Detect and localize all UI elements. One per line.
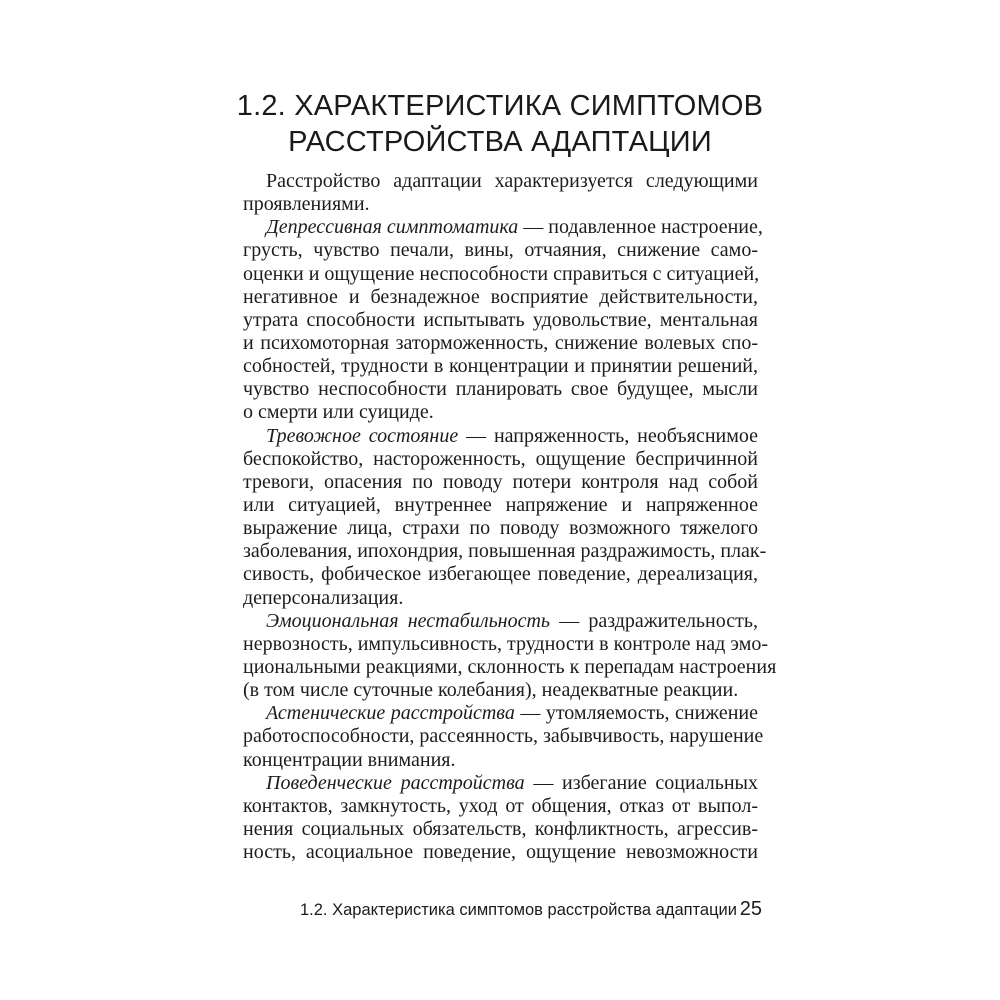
text-line: сивость, фобическое избегающее поведение, дереализация, [243,563,758,586]
text-line: негативное и безнадежное восприятие действительности, [243,285,758,308]
term-anxiety: Тревожное состояние [266,424,459,447]
paragraph-anxiety [243,424,767,610]
page-footer [300,898,762,921]
text-line: тревоги, опасения по поводу потери контроля над собой [243,470,758,493]
text-line: циональными реакциями, склонность к перепадам настроения [243,655,777,678]
text-line: проявлениями. [243,193,370,216]
running-title: 1.2. Характеристика симптомов расстройства адаптации [300,901,737,919]
text-line: выражение лица, страхи по поводу возможного тяжелого [243,517,758,540]
text-line: утрата способности испытывать удовольствие, ментальная [243,308,758,331]
paragraph-emotional-instability [243,609,777,703]
term-definition-start: — утомляемость, снижение [514,702,758,725]
term-definition-start: — раздражительность, [550,609,758,632]
text-line: Расстройство адаптации характеризуется следующими [266,170,758,192]
term-emotional-instability: Эмоциональная нестабильность [266,609,551,632]
term-depressive-symptoms: Депрессивная симптоматика [266,216,519,239]
term-definition-start: — подавленное настроение, [518,216,763,239]
text-line: нения социальных обязательств, конфликтность, агрессив- [243,817,758,840]
text-line: нервозность, импульсивность, трудности в контроле над эмо- [243,632,769,655]
paragraph-depressive-symptoms [243,216,763,424]
section-heading [200,88,800,160]
text-line: и психомоторная заторможенность, снижение волевых спо- [243,331,758,354]
text-line [243,216,763,239]
text-line: заболевания, ипохондрия, повышенная раздражимость, плак- [243,540,767,563]
text-line: оценки и ощущение неспособности справиться с ситуацией, [243,262,760,285]
text-line: контактов, замкнутость, уход от общения, отказ от выпол- [243,794,758,817]
term-definition-start: — напряженность, необъяснимое [458,424,758,447]
text-line: собностей, трудности в концентрации и принятии решений, [243,355,758,378]
section-heading-line-1: 1.2. ХАРАКТЕРИСТИКА СИМПТОМОВ [236,90,764,122]
text-line: работоспособности, рассеянность, забывчивость, нарушение [243,725,764,748]
text-line: о смерти или суициде. [243,401,434,424]
section-heading-line-2: РАССТРОЙСТВА АДАПТАЦИИ [288,126,712,158]
text-line [243,702,758,725]
paragraph-intro [243,170,758,216]
term-definition-start: — избегание социальных [524,771,758,794]
term-behavioral-disorders: Поведенческие расстройства [266,771,525,794]
text-line: чувство неспособности планировать свое будущее, мысли [243,378,758,401]
text-line [243,425,758,448]
text-line: ность, асоциальное поведение, ощущение невозможности [243,841,758,864]
paragraph-asthenic-disorders [243,702,764,771]
term-asthenic-disorders: Астенические расстройства [266,702,515,725]
text-line [243,610,758,633]
text-line [243,772,758,795]
text-line: концентрации внимания. [243,748,456,771]
body-text [243,170,777,864]
text-line: деперсонализация. [243,586,404,609]
text-line: грусть, чувство печали, вины, отчаяния, снижение само- [243,239,758,262]
text-line: или ситуацией, внутреннее напряжение и напряженное [243,493,758,516]
text-line: беспокойство, настороженность, ощущение беспричинной [243,447,758,470]
paragraph-behavioral-disorders [243,772,758,865]
text-line: (в том числе суточные колебания), неадекватные реакции. [243,679,739,702]
page-number: 25 [739,898,762,920]
